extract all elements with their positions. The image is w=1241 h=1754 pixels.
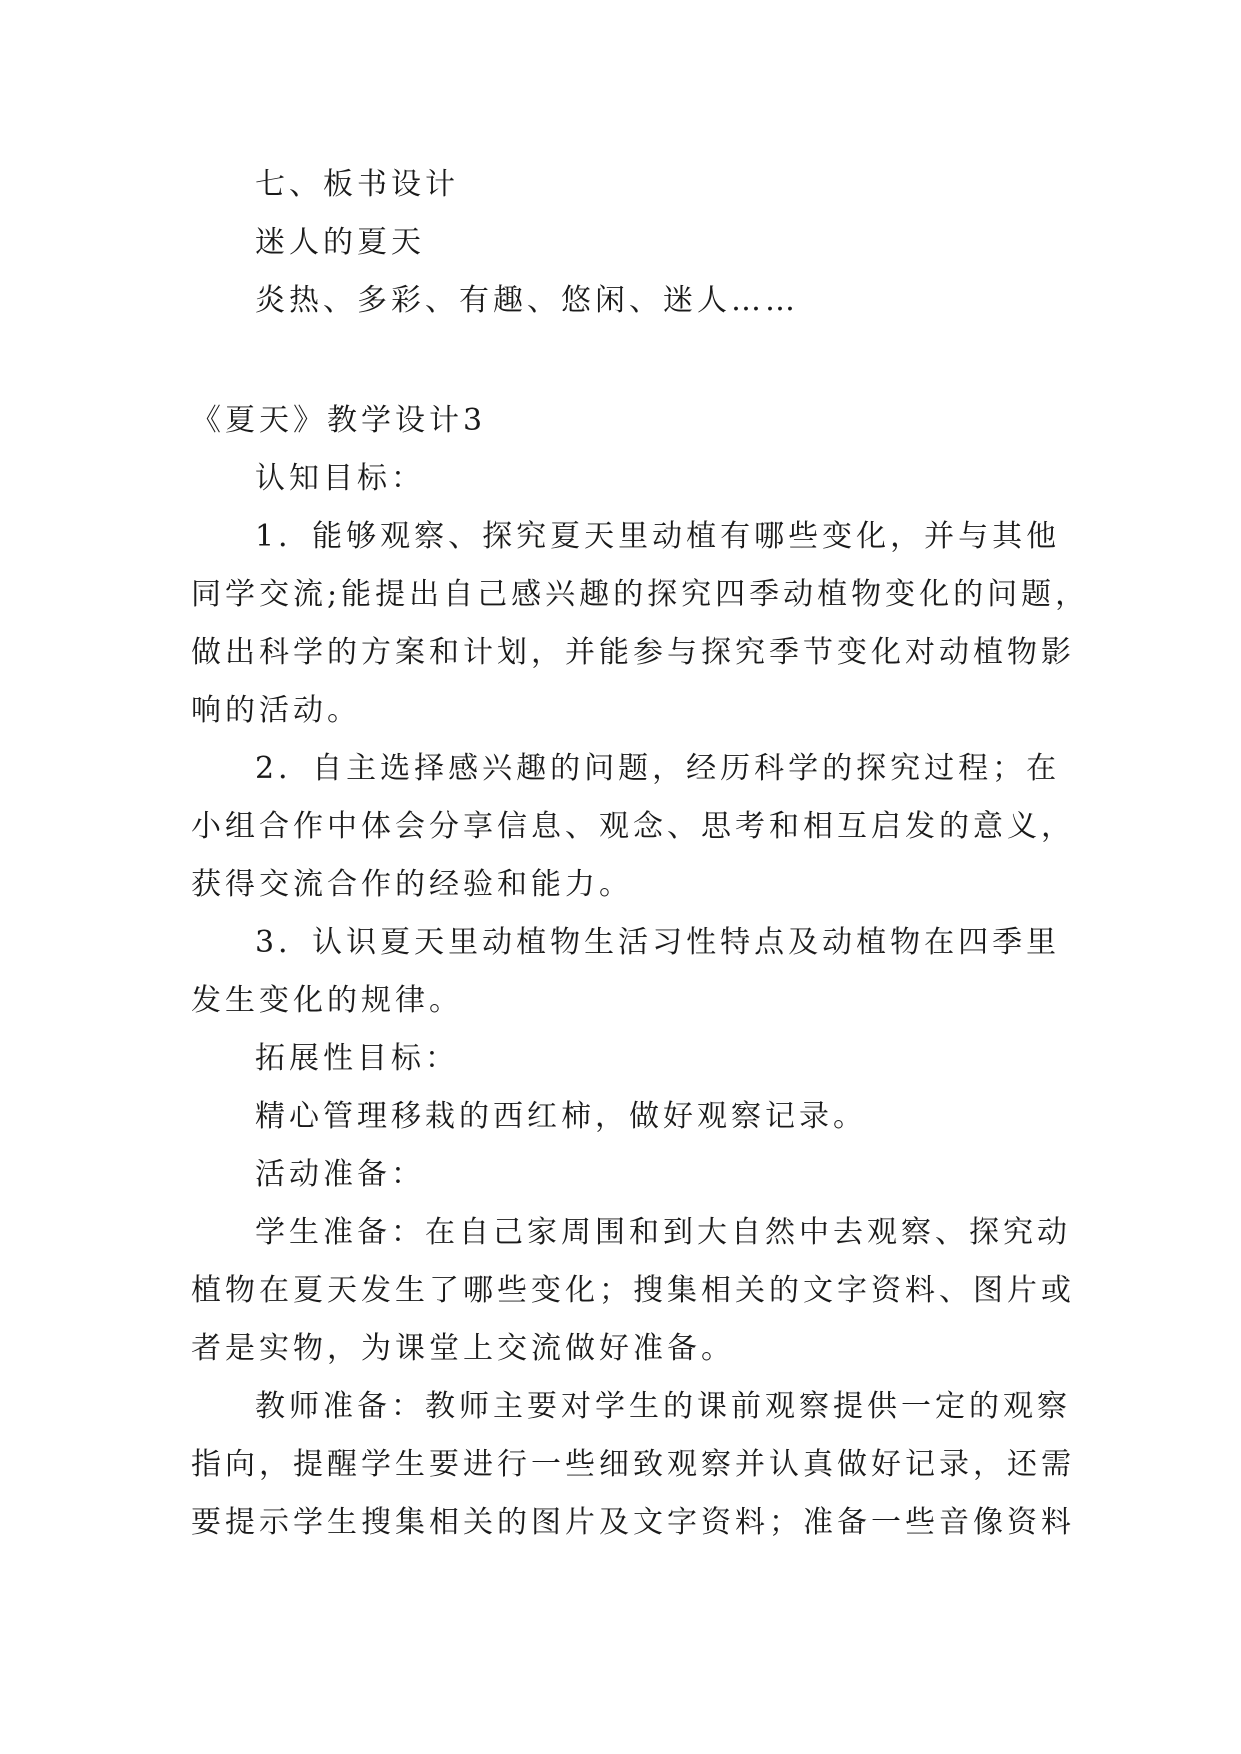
- document-title: 《夏天》教学设计3: [191, 403, 487, 438]
- board-title: 迷人的夏天: [255, 225, 425, 260]
- goal-1-line-4: 响的活动。: [191, 693, 361, 728]
- student-prep-line-3: 者是实物，为课堂上交流做好准备。: [191, 1331, 735, 1366]
- document-body: [191, 156, 1090, 1552]
- heading-cognitive-goals: 认知目标：: [255, 461, 425, 496]
- goal-3-line-1: 3．认识夏天里动植物生活习性特点及动植物在四季里: [255, 925, 1061, 960]
- goal-2-line-2: 小组合作中体会分享信息、观念、思考和相互启发的意义，: [191, 809, 1075, 844]
- board-keywords: 炎热、多彩、有趣、悠闲、迷人……: [255, 283, 799, 318]
- student-prep-line-2: 植物在夏天发生了哪些变化；搜集相关的文字资料、图片或: [191, 1273, 1075, 1308]
- heading-activity-prep: 活动准备：: [255, 1157, 425, 1192]
- goal-1-line-2: 同学交流;能提出自己感兴趣的探究四季动植物变化的问题，: [191, 577, 1090, 612]
- heading-extended-goals: 拓展性目标：: [255, 1041, 459, 1076]
- goal-1-line-1: 1．能够观察、探究夏天里动植有哪些变化，并与其他: [255, 519, 1061, 554]
- goal-2-line-1: 2．自主选择感兴趣的问题，经历科学的探究过程；在: [255, 751, 1061, 786]
- section-heading-board-design: 七、板书设计: [255, 167, 459, 202]
- goal-2-line-3: 获得交流合作的经验和能力。: [191, 867, 633, 902]
- teacher-prep-line-2: 指向，提醒学生要进行一些细致观察并认真做好记录，还需: [191, 1447, 1075, 1482]
- goal-3-line-2: 发生变化的规律。: [191, 983, 463, 1018]
- spacer: [191, 330, 1053, 392]
- teacher-prep-line-1: 教师准备：教师主要对学生的课前观察提供一定的观察: [255, 1389, 1071, 1424]
- goal-1-line-3: 做出科学的方案和计划，并能参与探究季节变化对动植物影: [191, 635, 1075, 670]
- student-prep-line-1: 学生准备：在自己家周围和到大自然中去观察、探究动: [255, 1215, 1071, 1250]
- teacher-prep-line-3: 要提示学生搜集相关的图片及文字资料；准备一些音像资料: [191, 1505, 1075, 1540]
- extended-goal-text: 精心管理移栽的西红柿，做好观察记录。: [255, 1099, 867, 1134]
